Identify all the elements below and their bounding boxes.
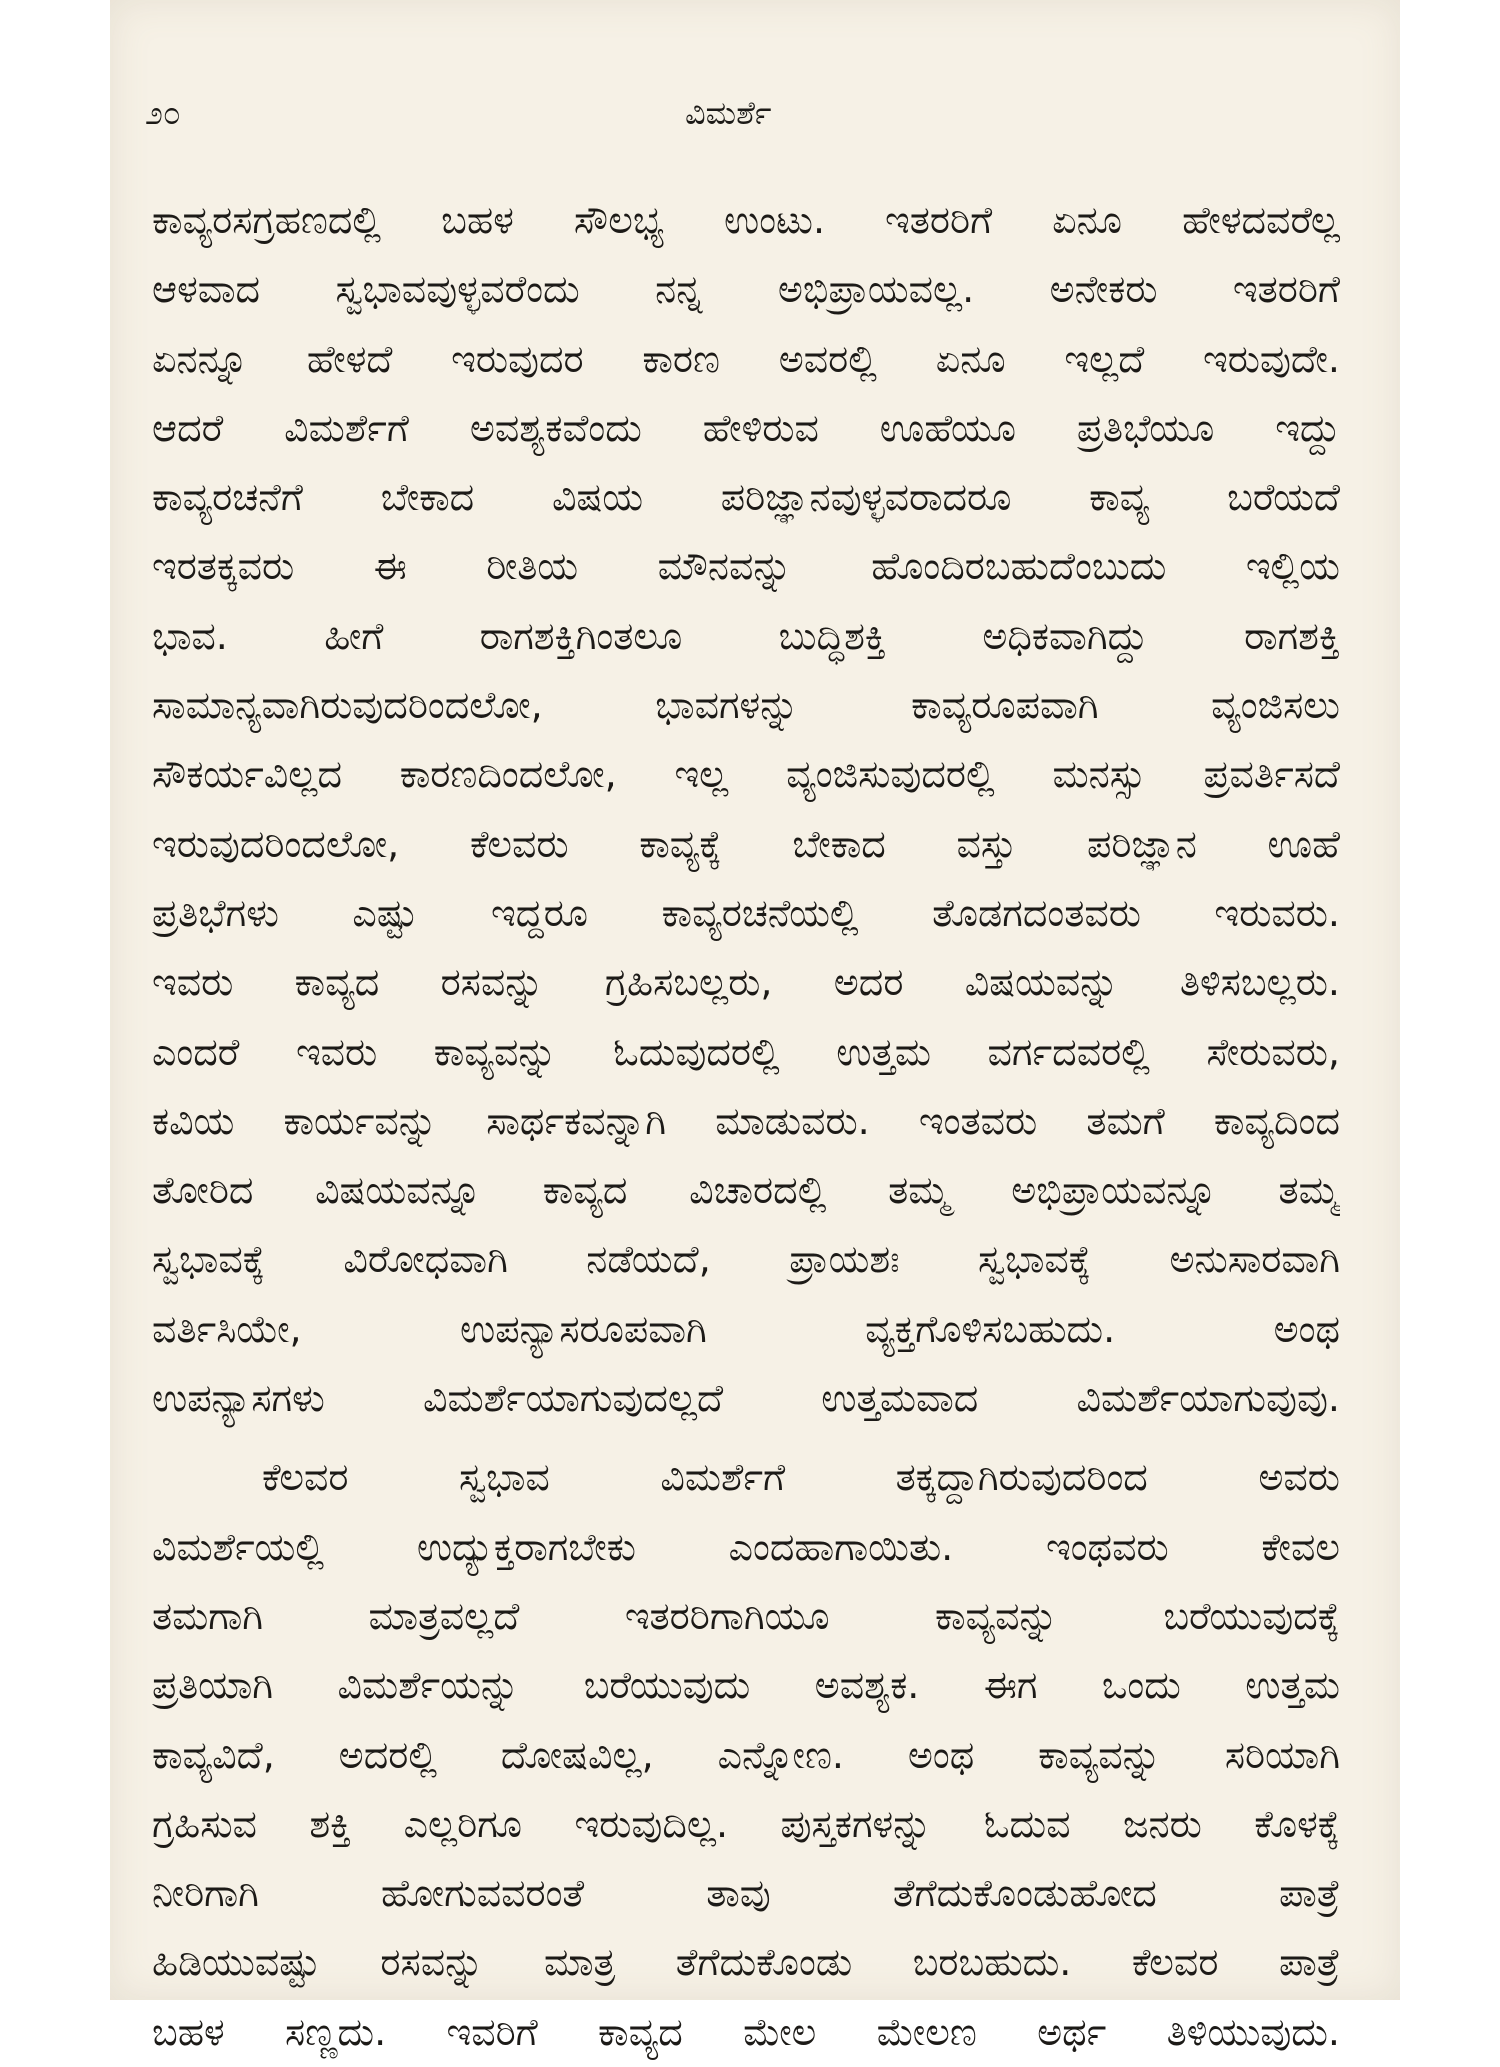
text-line: ಆದರೆ ವಿಮರ್ಶೆಗೆ ಅವಶ್ಯಕವೆಂದು ಹೇಳಿರುವ ಊಹೆಯೂ ಪ್ರತಿಭೆಯೂ ಇದ್ದು	[152, 405, 1340, 450]
paragraph-gap	[152, 1433, 1340, 1443]
text-line: ತಮಗಾಗಿ ಮಾತ್ರವಲ್ಲದೆ ಇತರರಿಗಾಗಿಯೂ ಕಾವ್ಯವನ್ನು ಬರೆಯುವುದಕ್ಕೆ	[152, 1593, 1340, 1638]
text-line: ಬಹಳ ಸಣ್ಣದು. ಇವರಿಗೆ ಕಾವ್ಯದ ಮೇಲ ಮೇಲಣ ಅರ್ಥ ತಿಳಿಯುವುದು.	[152, 2009, 1340, 2054]
text-line: ಎಂದರೆ ಇವರು ಕಾವ್ಯವನ್ನು ಓದುವುದರಲ್ಲಿ ಉತ್ತಮ ವರ್ಗದವರಲ್ಲಿ ಸೇರುವರು,	[152, 1029, 1340, 1074]
text-line: ಇವರು ಕಾವ್ಯದ ರಸವನ್ನು ಗ್ರಹಿಸಬಲ್ಲರು, ಅದರ ವಿಷಯವನ್ನು ತಿಳಿಸಬಲ್ಲರು.	[152, 960, 1340, 1005]
paragraph-1	[152, 186, 1340, 1433]
body-text	[152, 186, 1340, 2067]
text-line: ಸೌಕರ್ಯವಿಲ್ಲದ ಕಾರಣದಿಂದಲೋ, ಇಲ್ಲ ವ್ಯಂಜಿಸುವುದರಲ್ಲಿ ಮನಸ್ಸು ಪ್ರವರ್ತಿಸದೆ	[152, 752, 1340, 797]
text-line: ಏನನ್ನೂ ಹೇಳದೆ ಇರುವುದರ ಕಾರಣ ಅವರಲ್ಲಿ ಏನೂ ಇಲ್ಲದೆ ಇರುವುದೇ.	[152, 336, 1340, 381]
text-line: ಕವಿಯ ಕಾರ್ಯವನ್ನು ಸಾರ್ಥಕವನ್ನಾಗಿ ಮಾಡುವರು. ಇಂತವರು ತಮಗೆ ಕಾವ್ಯದಿಂದ	[152, 1098, 1340, 1143]
running-title: ವಿಮರ್ಶೆ	[685, 94, 772, 132]
text-line: ಕಾವ್ಯವಿದೆ, ಅದರಲ್ಲಿ ದೋಷವಿಲ್ಲ, ಎನ್ನೋಣ. ಅಂಥ ಕಾವ್ಯವನ್ನು ಸರಿಯಾಗಿ	[152, 1732, 1340, 1777]
text-line: ವಿಮರ್ಶೆಯಲ್ಲಿ ಉದ್ಯುಕ್ತರಾಗಬೇಕು ಎಂದಹಾಗಾಯಿತು. ಇಂಥವರು ಕೇವಲ	[152, 1524, 1340, 1569]
text-line: ಆಳವಾದ ಸ್ವಭಾವವುಳ್ಳವರೆಂದು ನನ್ನ ಅಭಿಪ್ರಾಯವಲ್ಲ. ಅನೇಕರು ಇತರರಿಗೆ	[152, 267, 1340, 312]
text-line: ಸ್ವಭಾವಕ್ಕೆ ವಿರೋಧವಾಗಿ ನಡೆಯದೆ, ಪ್ರಾಯಶಃ ಸ್ವಭಾವಕ್ಕೆ ಅನುಸಾರವಾಗಿ	[152, 1237, 1340, 1282]
text-line: ಗ್ರಹಿಸುವ ಶಕ್ತಿ ಎಲ್ಲರಿಗೂ ಇರುವುದಿಲ್ಲ. ಪುಸ್ತಕಗಳನ್ನು ಓದುವ ಜನರು ಕೊಳಕ್ಕೆ	[152, 1801, 1340, 1846]
text-line: ಕೆಲವರ ಸ್ವಭಾವ ವಿಮರ್ಶೆಗೆ ತಕ್ಕದ್ದಾಗಿರುವುದರಿಂದ ಅವರು	[262, 1455, 1340, 1500]
text-line: ಇರತಕ್ಕವರು ಈ ರೀತಿಯ ಮೌನವನ್ನು ಹೊಂದಿರಬಹುದೆಂಬುದು ಇಲ್ಲಿಯ	[152, 544, 1340, 589]
text-line: ನೀರಿಗಾಗಿ ಹೋಗುವವರಂತೆ ತಾವು ತೆಗೆದುಕೊಂಡುಹೋದ ಪಾತ್ರೆ	[152, 1871, 1340, 1916]
text-line: ಭಾವ. ಹೀಗೆ ರಾಗಶಕ್ತಿಗಿಂತಲೂ ಬುದ್ಧಿಶಕ್ತಿ ಅಧಿಕವಾಗಿದ್ದು ರಾಗಶಕ್ತಿ	[152, 613, 1340, 658]
text-line: ವರ್ತಿಸಿಯೇ, ಉಪನ್ಯಾಸರೂಪವಾಗಿ ವ್ಯಕ್ತಗೊಳಿಸಬಹುದು. ಅಂಥ	[152, 1306, 1340, 1351]
text-line: ಹಿಡಿಯುವಷ್ಟು ರಸವನ್ನು ಮಾತ್ರ ತೆಗೆದುಕೊಂಡು ಬರಬಹುದು. ಕೆಲವರ ಪಾತ್ರೆ	[152, 1940, 1340, 1985]
page-header	[145, 88, 1345, 138]
text-line: ಕಾವ್ಯರಚನೆಗೆ ಬೇಕಾದ ವಿಷಯ ಪರಿಜ್ಞಾನವುಳ್ಳವರಾದರೂ ಕಾವ್ಯ ಬರೆಯದೆ	[152, 475, 1340, 520]
text-line: ಇರುವುದರಿಂದಲೋ, ಕೆಲವರು ಕಾವ್ಯಕ್ಕೆ ಬೇಕಾದ ವಸ್ತು ಪರಿಜ್ಞಾನ ಊಹೆ	[152, 821, 1340, 866]
text-line: ಸಾಮಾನ್ಯವಾಗಿರುವುದರಿಂದಲೋ, ಭಾವಗಳನ್ನು ಕಾವ್ಯರೂಪವಾಗಿ ವ್ಯಂಜಿಸಲು	[152, 683, 1340, 728]
text-line: ಪ್ರತಿಭೆಗಳು ಎಷ್ಟು ಇದ್ದರೂ ಕಾವ್ಯರಚನೆಯಲ್ಲಿ ತೊಡಗದಂತವರು ಇರುವರು.	[152, 890, 1340, 935]
page-number: ೨೦	[145, 94, 181, 132]
text-line: ಕಾವ್ಯರಸಗ್ರಹಣದಲ್ಲಿ ಬಹಳ ಸೌಲಭ್ಯ ಉಂಟು. ಇತರರಿಗೆ ಏನೂ ಹೇಳದವರೆಲ್ಲ	[152, 198, 1340, 242]
text-line: ಪ್ರತಿಯಾಗಿ ವಿಮರ್ಶೆಯನ್ನು ಬರೆಯುವುದು ಅವಶ್ಯಕ. ಈಗ ಒಂದು ಉತ್ತಮ	[152, 1663, 1340, 1708]
text-line: ತೋರಿದ ವಿಷಯವನ್ನೂ ಕಾವ್ಯದ ವಿಚಾರದಲ್ಲಿ ತಮ್ಮ ಅಭಿಪ್ರಾಯವನ್ನೂ ತಮ್ಮ	[152, 1168, 1340, 1213]
text-line: ಉಪನ್ಯಾಸಗಳು ವಿಮರ್ಶೆಯಾಗುವುದಲ್ಲದೆ ಉತ್ತಮವಾದ ವಿಮರ್ಶೆಯಾಗುವುವು.	[152, 1376, 1340, 1421]
paragraph-2	[152, 1443, 1340, 2067]
